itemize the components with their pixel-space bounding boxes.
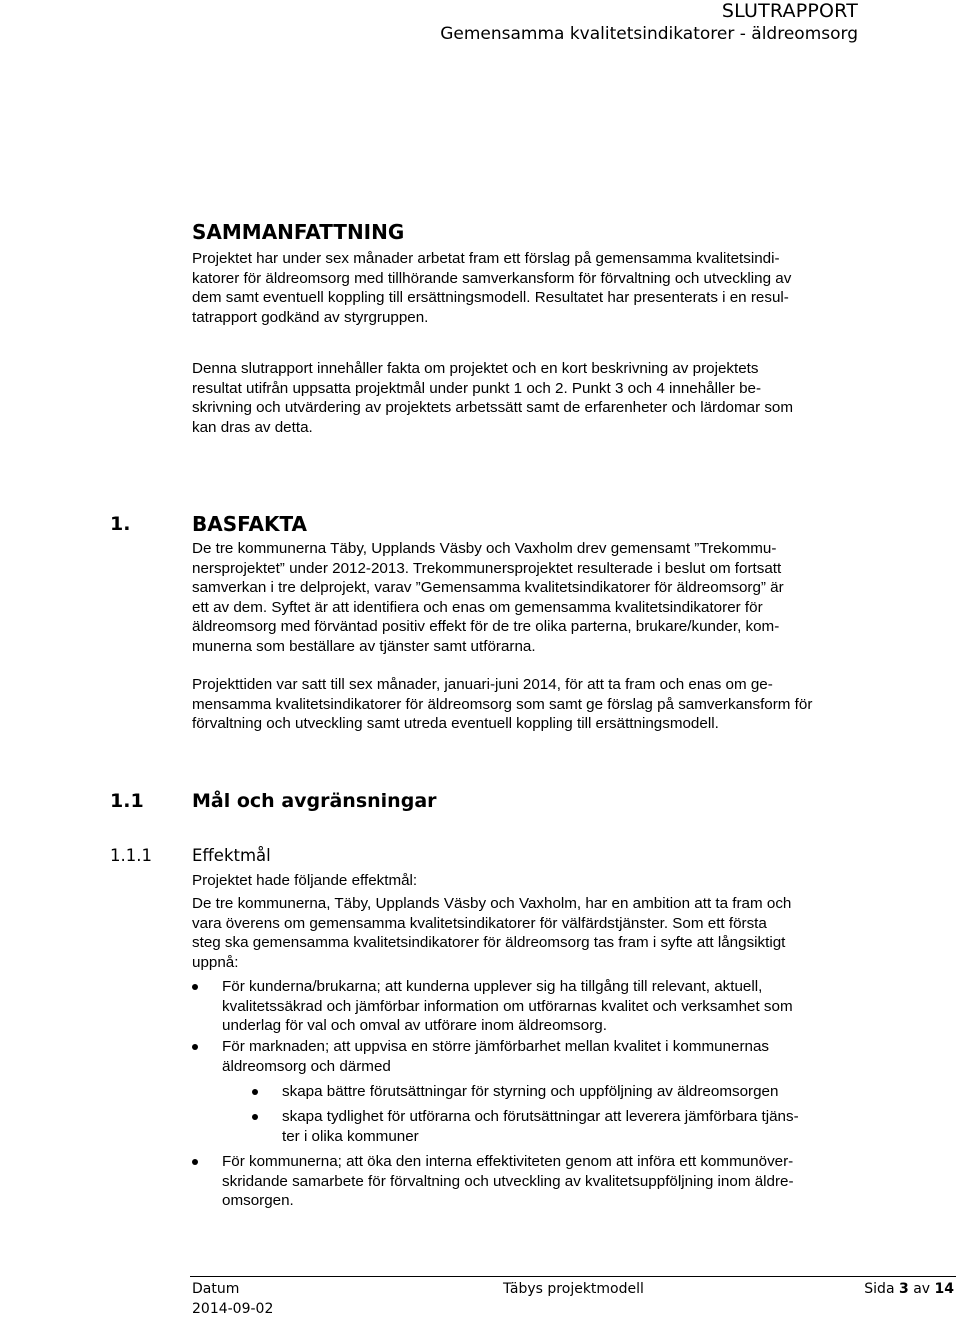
basfakta-paragraph-2 [192, 675, 862, 734]
report-title: SLUTRAPPORT [721, 0, 858, 22]
text-line: mensamma kvalitetsindikatorer för äldreomsorg som samt ge förslag på samverkansform för [192, 695, 813, 713]
page-total: 14 [934, 1281, 954, 1297]
text-line: förvaltning och utveckling samt utreda eventuell koppling till ersättningsmodell. [192, 715, 719, 733]
bullet-icon [192, 984, 198, 990]
text-line: samverkan i tre delprojekt, varav ”Gemensamma kvalitetsindikatorer för äldreomsorg” är [192, 579, 784, 597]
footer-divider [190, 1276, 956, 1277]
text-line: munerna som beställare av tjänster samt utförarna. [192, 637, 536, 655]
mal-heading: Mål och avgränsningar [192, 790, 437, 812]
page-current: 3 [898, 1281, 909, 1297]
bullet-item [222, 1152, 794, 1211]
summary-heading: SAMMANFATTNING [192, 220, 405, 244]
text-line: kan dras av detta. [192, 418, 313, 436]
footer-date-label: Datum [192, 1281, 240, 1297]
text-line: För kommunerna; att öka den interna effektiviteten genom att införa ett kommunöver- [222, 1153, 794, 1170]
text-line: skapa bättre förutsättningar för styrning och uppföljning av äldreomsorgen [282, 1083, 779, 1100]
text-line: Projektet hade följande effektmål: [192, 872, 418, 889]
text-line: äldreomsorg med förväntad positiv effekt för de tre olika parterna, brukare/kunder, kom- [192, 618, 780, 636]
text-line: ett av dem. Syftet är att identifiera och enas om gemensamma kvalitetsindikatorer för [192, 598, 763, 616]
text-line: De tre kommunerna, Täby, Upplands Väsby och Vaxholm, har en ambition att ta fram och [192, 895, 792, 912]
effektmal-intro [192, 871, 862, 891]
basfakta-paragraph-1 [192, 539, 862, 657]
effektmal-heading: Effektmål [192, 846, 271, 865]
bullet-item [222, 977, 793, 1036]
text-line: äldreomsorg och därmed [222, 1057, 391, 1075]
bullet-icon [252, 1114, 258, 1120]
text-line: De tre kommunerna Täby, Upplands Väsby och Vaxholm drev gemensamt ”Trekommu- [192, 540, 777, 557]
summary-paragraph-2 [192, 359, 862, 437]
text-line: nersprojektet” under 2012-2013. Trekommunersprojektet resulterade i beslut om fortsatt [192, 559, 782, 577]
text-line: katorer för äldreomsorg med tillhörande samverkansform för förvaltning och utveckling av [192, 269, 792, 287]
section-number: 1.1 [110, 790, 144, 812]
report-subtitle: Gemensamma kvalitetsindikatorer - äldreomsorg [440, 24, 858, 44]
bullet-icon [252, 1089, 258, 1095]
text-line: underlag för val och omval av utförare inom äldreomsorg. [222, 1017, 607, 1035]
bullet-icon [192, 1044, 198, 1050]
bullet-item [222, 1037, 769, 1076]
text-line: kvalitetssäkrad och jämförbar information om utförarnas kvalitet och verksamhet som [222, 997, 793, 1015]
text-line: uppnå: [192, 953, 239, 971]
basfakta-heading: BASFAKTA [192, 512, 308, 536]
text-line: steg ska gemensamma kvalitetsindikatorer för äldreomsorg tas fram i syfte att långsiktigt [192, 934, 786, 952]
sub-bullet-item [282, 1107, 799, 1146]
text-line: skapa tydlighet för utförarna och förutsättningar att leverera jämförbara tjäns- [282, 1108, 799, 1125]
sub-bullet-item [282, 1082, 778, 1102]
text-line: För kunderna/brukarna; att kunderna upplever sig ha tillgång till relevant, aktuell, [222, 978, 763, 995]
page-of: av [913, 1281, 931, 1297]
text-line: resultat utifrån uppsatta projektmål under punkt 1 och 2. Punkt 3 och 4 innehåller be- [192, 379, 762, 397]
text-line: tatrapport godkänd av styrgruppen. [192, 308, 429, 326]
footer-center-text: Täbys projektmodell [503, 1281, 644, 1297]
text-line: För marknaden; att uppvisa en större jämförbarhet mellan kvalitet i kommunernas [222, 1038, 769, 1055]
effektmal-paragraph [192, 894, 862, 972]
text-line: Denna slutrapport innehåller fakta om projektet och en kort beskrivning av projektets [192, 360, 759, 377]
page-prefix: Sida [864, 1281, 895, 1297]
text-line: Projektet har under sex månader arbetat fram ett förslag på gemensamma kvalitetsindi- [192, 250, 780, 267]
text-line: Projekttiden var satt till sex månader, januari-juni 2014, för att ta fram och enas om ge- [192, 676, 773, 693]
section-number: 1.1.1 [110, 846, 152, 865]
text-line: skrivning och utvärdering av projektets arbetssätt samt de erfarenheter och lärdomar som [192, 399, 794, 417]
text-line: dem samt eventuell koppling till ersättningsmodell. Resultatet har presenterats i en resul- [192, 289, 789, 307]
summary-paragraph-1 [192, 249, 862, 327]
bullet-icon [192, 1159, 198, 1165]
text-line: vara överens om gemensamma kvalitetsindikatorer för välfärdstjänster. Som ett första [192, 914, 767, 932]
footer-date: 2014-09-02 [192, 1301, 274, 1317]
text-line: skridande samarbete för förvaltning och utveckling av kvalitetsuppföljning inom äldre- [222, 1172, 794, 1190]
section-number: 1. [110, 513, 131, 535]
text-line: ter i olika kommuner [282, 1127, 419, 1145]
page-number [864, 1281, 954, 1297]
text-line: omsorgen. [222, 1192, 294, 1210]
